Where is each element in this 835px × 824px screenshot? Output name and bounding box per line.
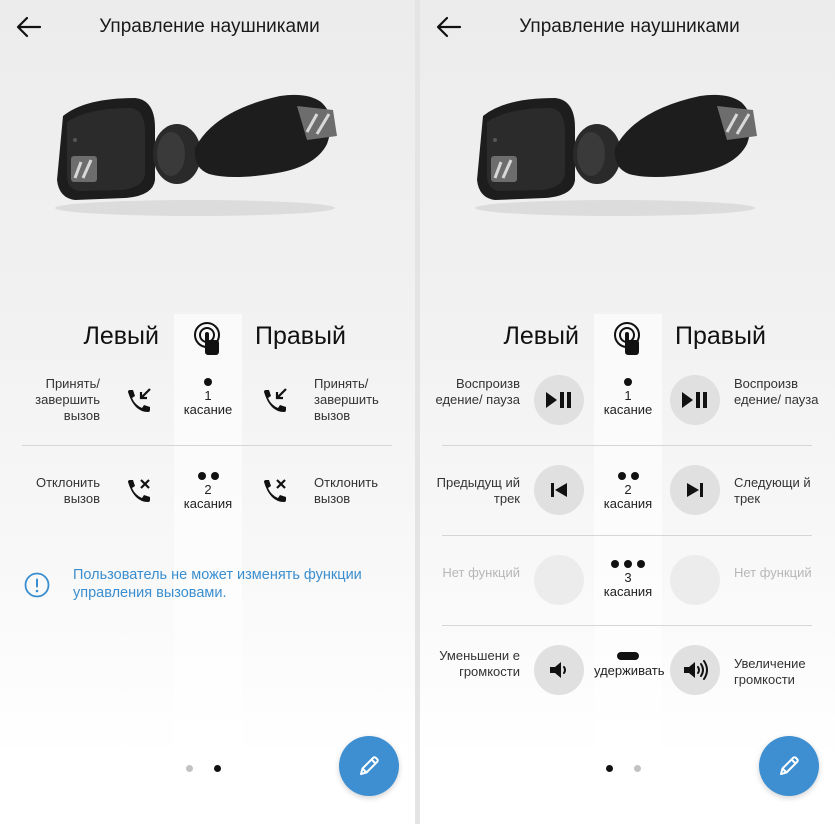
play-pause-icon [545, 390, 573, 410]
previous-track-icon [549, 481, 569, 499]
right-action-label: Воспроизв едение/ пауза [734, 376, 819, 407]
left-action-label: Воспроизв едение/ пауза [435, 376, 520, 407]
control-row [0, 446, 415, 536]
control-row [420, 446, 835, 536]
pencil-icon [356, 753, 382, 779]
touch-icon [612, 322, 642, 356]
left-action-button[interactable] [534, 645, 584, 695]
right-action-button[interactable] [670, 645, 720, 695]
page-title: Управление наушниками [519, 16, 740, 37]
info-icon [24, 572, 50, 598]
left-action-label: Нет функций [442, 565, 520, 580]
page-dot-active[interactable] [214, 765, 221, 772]
header [0, 0, 415, 56]
control-row [420, 626, 835, 716]
right-action-button[interactable] [670, 375, 720, 425]
left-action-label: Предыдущ ий трек [436, 475, 520, 506]
phone-decline-icon [124, 476, 154, 506]
tap-gesture: 2 касания [174, 472, 242, 511]
page-indicator[interactable] [606, 765, 650, 775]
right-action-button[interactable] [670, 465, 720, 515]
volume-up-icon [682, 659, 708, 681]
tap-gesture: 1 касание [594, 378, 662, 417]
right-action-label: Принять/ завершить вызов [314, 376, 379, 423]
edit-button[interactable] [759, 736, 819, 796]
tap-gesture: 3 касания [594, 560, 662, 599]
left-earbud-label: Левый [503, 322, 579, 350]
hold-gesture: удерживать [594, 652, 662, 678]
pencil-icon [776, 753, 802, 779]
page-dot-active[interactable] [606, 765, 613, 772]
tap-gesture: 2 касания [594, 472, 662, 511]
left-earbud-label: Левый [83, 322, 159, 350]
page-dot[interactable] [634, 765, 641, 772]
page-title: Управление наушниками [99, 16, 320, 37]
volume-down-icon [548, 659, 570, 681]
right-action-label: Отклонить вызов [314, 475, 379, 506]
phone-answer-icon [124, 386, 154, 416]
left-action-button[interactable] [534, 375, 584, 425]
right-earbud-label: Правый [675, 322, 766, 350]
control-row [420, 356, 835, 446]
next-track-icon [685, 481, 705, 499]
control-row [0, 356, 415, 446]
earbuds-image [465, 88, 785, 218]
page-dot[interactable] [186, 765, 193, 772]
phone-decline-icon [260, 476, 290, 506]
left-action-button-empty[interactable] [534, 555, 584, 605]
left-action-label: Принять/ завершить вызов [35, 376, 100, 423]
info-text: Пользователь не может изменять функции управления вызовами. [73, 567, 362, 601]
phone-answer-icon [260, 386, 290, 416]
edit-button[interactable] [339, 736, 399, 796]
screen-media-controls [420, 0, 835, 824]
left-action-label: Уменьшени е громкости [439, 648, 520, 679]
right-action-label: Следующи й трек [734, 475, 811, 506]
left-action-button[interactable] [534, 465, 584, 515]
page-indicator[interactable] [186, 765, 230, 775]
earbuds-image [45, 88, 365, 218]
play-pause-icon [681, 390, 709, 410]
screen-call-controls [0, 0, 415, 824]
right-action-label: Увеличение громкости [734, 656, 806, 687]
right-earbud-label: Правый [255, 322, 346, 350]
control-row [420, 536, 835, 626]
tap-gesture: 1 касание [174, 378, 242, 417]
left-action-label: Отклонить вызов [35, 475, 100, 506]
header [420, 0, 835, 56]
right-action-button-empty[interactable] [670, 555, 720, 605]
touch-icon [192, 322, 222, 356]
right-action-label: Нет функций [734, 565, 812, 580]
